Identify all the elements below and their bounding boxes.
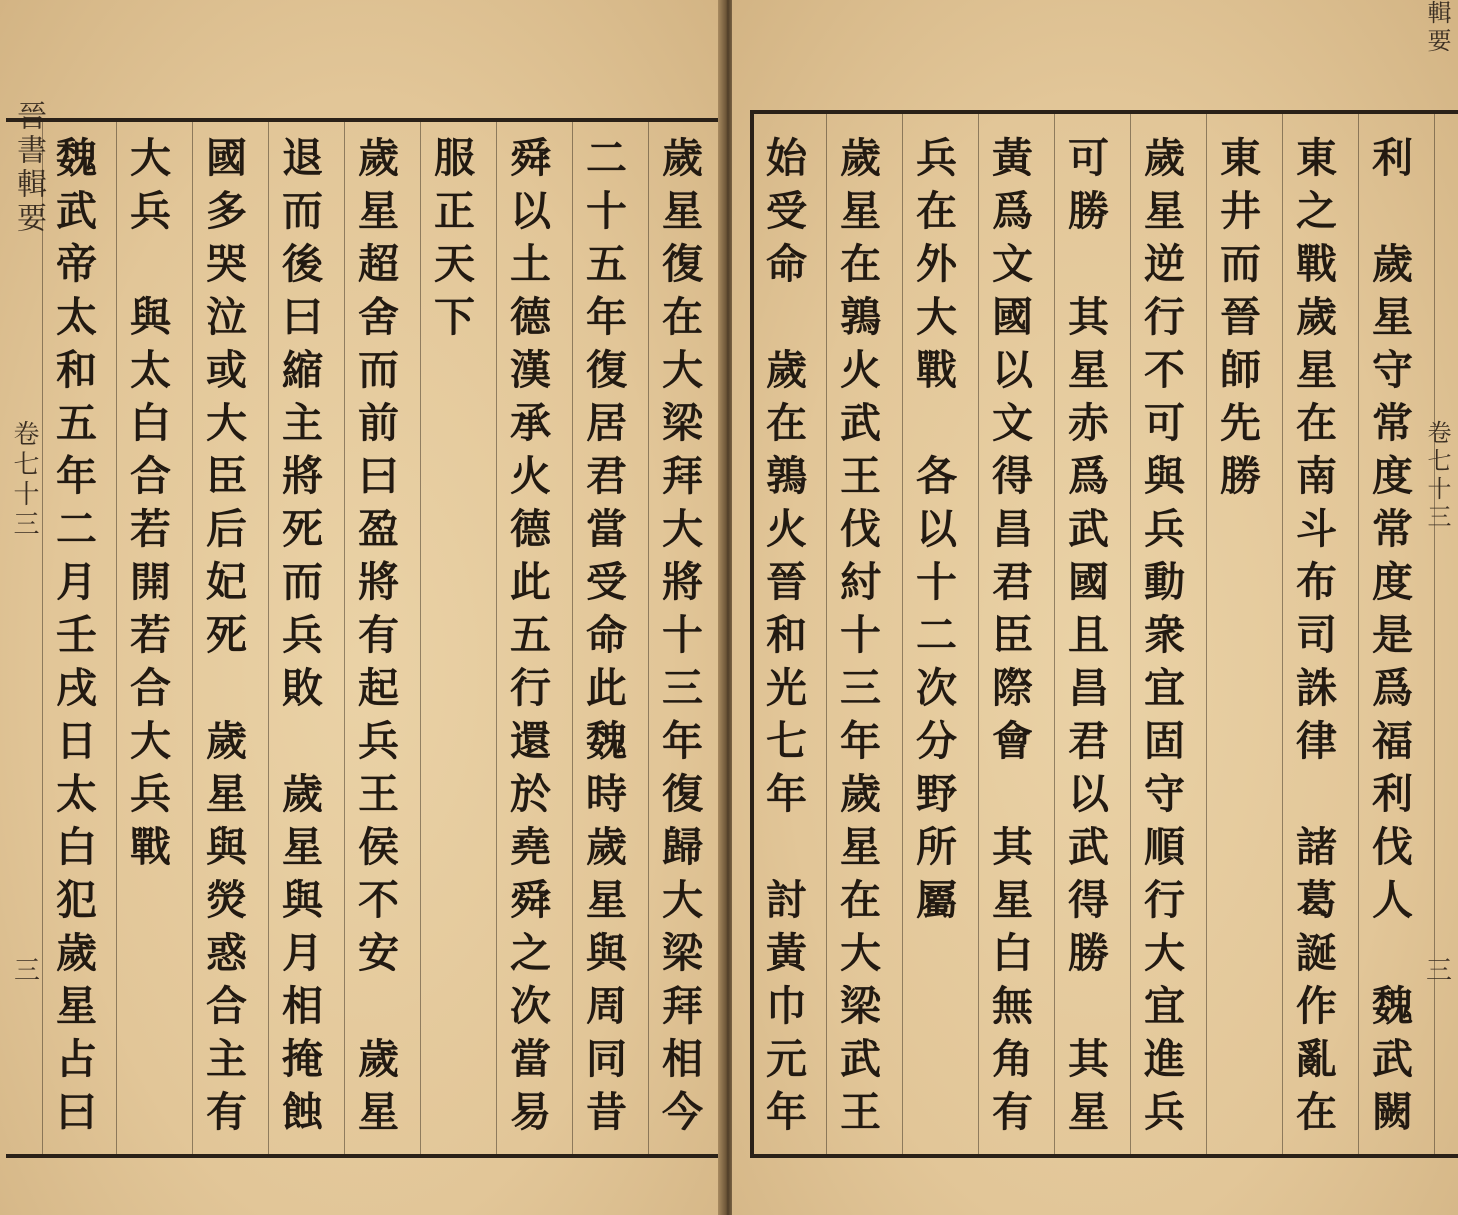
left-margin-title: 晉書輯要: [11, 100, 46, 236]
left-column-6: 退而後曰縮主將死而兵敗 歲星與月相掩蝕: [275, 136, 323, 1143]
left-page: [0, 0, 722, 1215]
left-text-frame: [6, 118, 721, 1158]
left-column-4: 服正天下: [427, 136, 475, 348]
left-column-8: 大兵 與太白合若開若合大兵戰: [123, 136, 171, 878]
right-text-frame: [750, 110, 1458, 1158]
left-column-1: 歲星復在大梁拜大將十三年復歸大梁拜相今: [655, 136, 703, 1143]
right-column-5: 可勝 其星赤爲武國且昌君以武得勝 其星: [1061, 136, 1109, 1143]
right-folio: 三: [1426, 956, 1453, 986]
right-margin-volume: 卷七十三: [1423, 420, 1451, 532]
right-page: [732, 0, 1458, 1215]
right-margin-title: 輯要: [1423, 0, 1451, 56]
left-column-3: 舜以土德漢承火德此五行還於堯舜之次當易: [503, 136, 551, 1143]
right-column-7: 兵在外大戰 各以十二次分野所屬: [909, 136, 957, 931]
left-column-9: 魏武帝太和五年二月壬戌日太白犯歲星占曰: [49, 136, 97, 1143]
right-column-6: 黃爲文國以文得昌君臣際會 其星白無角有: [985, 136, 1033, 1143]
left-column-2: 二十五年復居君當受命此魏時歲星與周同昔: [579, 136, 627, 1143]
right-column-4: 歲星逆行不可與兵動衆宜固守順行大宜進兵: [1137, 136, 1185, 1143]
right-column-8: 歲星在鶉火武王伐紂十三年歲星在大梁武王: [833, 136, 881, 1143]
left-column-7: 國多哭泣或大臣后妃死 歲星與熒惑合主有: [199, 136, 247, 1143]
right-column-2: 東之戰歲星在南斗布司誅律 諸葛誕作亂在: [1289, 136, 1337, 1143]
left-folio: 三: [14, 956, 41, 986]
left-margin-volume: 卷七十三: [9, 420, 39, 540]
right-column-1: 利 歲星守常度常度是爲福利伐人 魏武闕: [1365, 136, 1413, 1143]
right-column-3: 東井而晉師先勝: [1213, 136, 1261, 507]
right-column-9: 始受命 歲在鶉火晉和光七年 討黃巾元年: [759, 136, 807, 1143]
left-column-5: 歲星超舍而前曰盈將有起兵王侯不安 歲星: [351, 136, 399, 1143]
